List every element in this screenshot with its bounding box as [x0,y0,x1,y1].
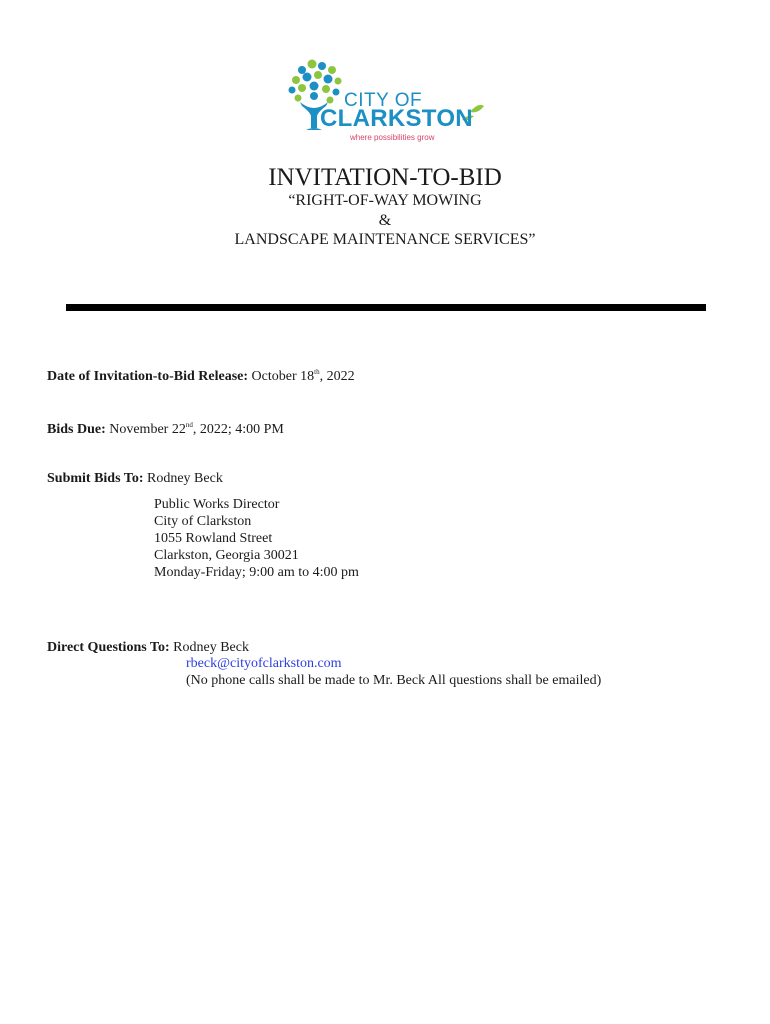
logo-clarkston-text: CLARKSTON [320,105,473,132]
submit-bids-row [47,471,223,487]
city-of-clarkston-logo [282,56,492,148]
submit-bids-name: Rodney Beck [147,471,223,486]
questions-note: (No phone calls shall be made to Mr. Beck All questions shall be emailed) [186,673,602,688]
submit-address-line: City of Clarkston [154,514,252,529]
release-date-label: Date of Invitation-to-Bid Release: [47,369,249,384]
subtitle-ampersand: & [378,212,392,229]
horizontal-divider [66,304,706,311]
subtitle-line-2: LANDSCAPE MAINTENANCE SERVICES” [234,231,536,248]
submit-bids-label: Submit Bids To: [47,471,144,486]
submit-hours-line: Monday-Friday; 9:00 am to 4:00 pm [154,565,359,580]
direct-questions-row [47,640,249,656]
direct-questions-name: Rodney Beck [173,640,249,655]
email-line [186,656,342,672]
submit-address-line: Clarkston, Georgia 30021 [154,548,299,563]
direct-questions-label: Direct Questions To: [47,640,170,655]
email-link[interactable]: rbeck@cityofclarkston.com [186,656,342,671]
release-date-value: October 18th, 2022 [251,368,355,384]
logo-city-of-text: CITY OF [344,90,423,111]
document-title: INVITATION-TO-BID [268,164,502,191]
submit-address-line: 1055 Rowland Street [154,531,273,546]
bids-due-label: Bids Due: [47,422,106,437]
bids-due-value: November 22nd, 2022; 4:00 PM [109,421,284,437]
logo-tagline: where possibilities grow [350,133,435,142]
bids-due-row [47,421,284,438]
release-date-row [47,368,355,385]
subtitle-line-1: “RIGHT-OF-WAY MOWING [288,192,482,209]
submit-address-line: Public Works Director [154,497,280,512]
